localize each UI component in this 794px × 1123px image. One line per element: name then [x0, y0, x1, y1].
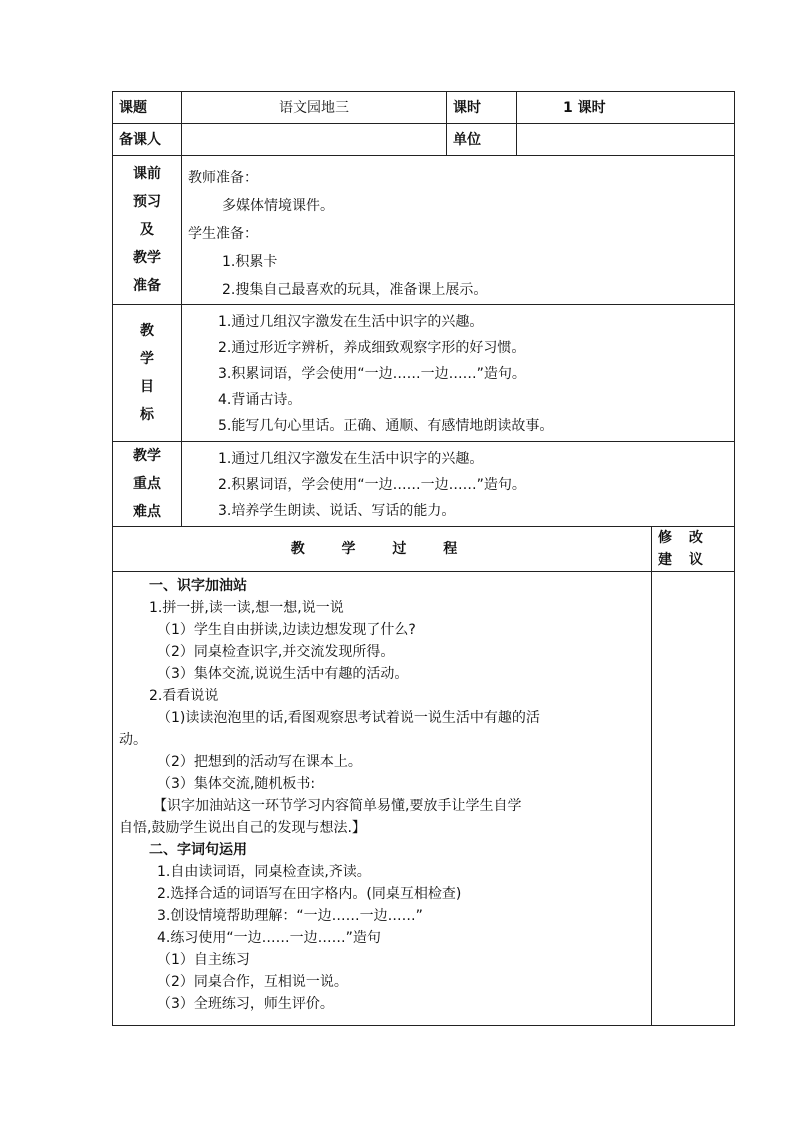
preview-line: 教师准备： — [188, 170, 258, 186]
goal-item: 5.能写几句心里话。正确、通顺、有感情地朗读故事。 — [218, 418, 554, 434]
preview-label — [113, 156, 182, 305]
goal-item: 2.通过形近字辨析，养成细致观察字形的好习惯。 — [218, 340, 526, 356]
key-points-label-line: 难点 — [133, 504, 161, 520]
lesson-plan-table — [112, 91, 735, 1026]
period-value: 1 课时 — [517, 92, 735, 124]
preview-label-line: 准备 — [133, 278, 161, 294]
goal-item: 3.积累词语，学会使用“一边……一边……”造句。 — [218, 366, 526, 382]
period-label: 课时 — [447, 92, 517, 124]
key-points-label-line: 教学 — [133, 448, 161, 464]
lesson-plan-sheet — [112, 91, 734, 1026]
process-note: 【识字加油站这一环节学习内容简单易懂,要放手让学生自学 — [153, 798, 522, 814]
process-line: （1）自主练习 — [157, 952, 250, 968]
preparer-value — [182, 124, 447, 156]
preview-line: 多媒体情境课件。 — [222, 198, 334, 214]
preview-line: 1.积累卡 — [222, 254, 278, 270]
goals-label-line: 标 — [140, 407, 154, 423]
goals-label — [113, 305, 182, 442]
process-line: （2）同桌检查识字,并交流发现所得。 — [157, 644, 395, 660]
goals-label-line: 学 — [140, 351, 154, 367]
process-body-row — [113, 572, 735, 1026]
process-line: 1.自由读词语，同桌检查读,齐读。 — [157, 864, 371, 880]
key-points-label — [113, 442, 182, 527]
process-line: 动。 — [119, 732, 147, 748]
goals-label-line: 目 — [140, 379, 154, 395]
process-note: 自悟,鼓励学生说出自己的发现与想法.】 — [119, 820, 366, 836]
preview-line: 2.搜集自己最喜欢的玩具，准备课上展示。 — [222, 282, 488, 298]
process-line: （3）全班练习，师生评价。 — [157, 996, 334, 1012]
suggest-content — [652, 572, 735, 1026]
process-content — [113, 572, 652, 1026]
suggest-title — [652, 527, 735, 572]
process-section-heading: 一、识字加油站 — [149, 578, 247, 594]
process-line: （3）集体交流,随机板书: — [157, 776, 316, 792]
process-title — [113, 527, 652, 572]
goal-item: 4.背诵古诗。 — [218, 392, 302, 408]
process-line: （1)读读泡泡里的话,看图观察思考试着说一说生活中有趣的活 — [157, 710, 540, 726]
unit-label: 单位 — [447, 124, 517, 156]
process-line: 4.练习使用“一边……一边……”造句 — [157, 930, 381, 946]
preview-label-line: 课前 — [133, 166, 161, 182]
unit-value — [517, 124, 735, 156]
preview-label-line: 及 — [140, 222, 154, 238]
suggest-title-text: 修 改 建 议 — [658, 530, 709, 568]
subject-value: 语文园地三 — [182, 92, 447, 124]
preview-line: 学生准备： — [188, 226, 258, 242]
preview-row — [113, 156, 735, 305]
process-line: 2.选择合适的词语写在田字格内。(同桌互相检查) — [157, 886, 462, 902]
preview-label-line: 教学 — [133, 250, 161, 266]
process-line: 2.看看说说 — [149, 688, 219, 704]
key-point-item: 3.培养学生朗读、说话、写话的能力。 — [218, 503, 456, 519]
subject-label: 课题 — [113, 92, 182, 124]
key-points-content — [182, 442, 735, 527]
key-points-label-line: 重点 — [133, 476, 161, 492]
process-section-heading: 二、字词句运用 — [149, 842, 247, 858]
goals-content — [182, 305, 735, 442]
process-line: （2）把想到的活动写在课本上。 — [157, 754, 362, 770]
process-line: （3）集体交流,说说生活中有趣的活动。 — [157, 666, 409, 682]
process-line: （2）同桌合作，互相说一说。 — [157, 974, 348, 990]
goals-row — [113, 305, 735, 442]
goals-label-line: 教 — [140, 323, 154, 339]
header-row-1 — [113, 92, 735, 124]
preview-content — [182, 156, 735, 305]
preparer-label: 备课人 — [113, 124, 182, 156]
process-title-text: 教 学 过 程 — [290, 541, 474, 557]
process-line: 3.创设情境帮助理解：“一边……一边……” — [157, 908, 423, 924]
process-line: （1）学生自由拼读,边读边想发现了什么? — [157, 622, 416, 638]
key-points-row — [113, 442, 735, 527]
goal-item: 1.通过几组汉字激发在生活中识字的兴趣。 — [218, 314, 484, 330]
preview-label-line: 预习 — [133, 194, 161, 210]
process-header-row — [113, 527, 735, 572]
key-point-item: 2.积累词语，学会使用“一边……一边……”造句。 — [218, 477, 526, 493]
header-row-2 — [113, 124, 735, 156]
key-point-item: 1.通过几组汉字激发在生活中识字的兴趣。 — [218, 451, 484, 467]
process-line: 1.拼一拼,读一读,想一想,说一说 — [149, 600, 344, 616]
